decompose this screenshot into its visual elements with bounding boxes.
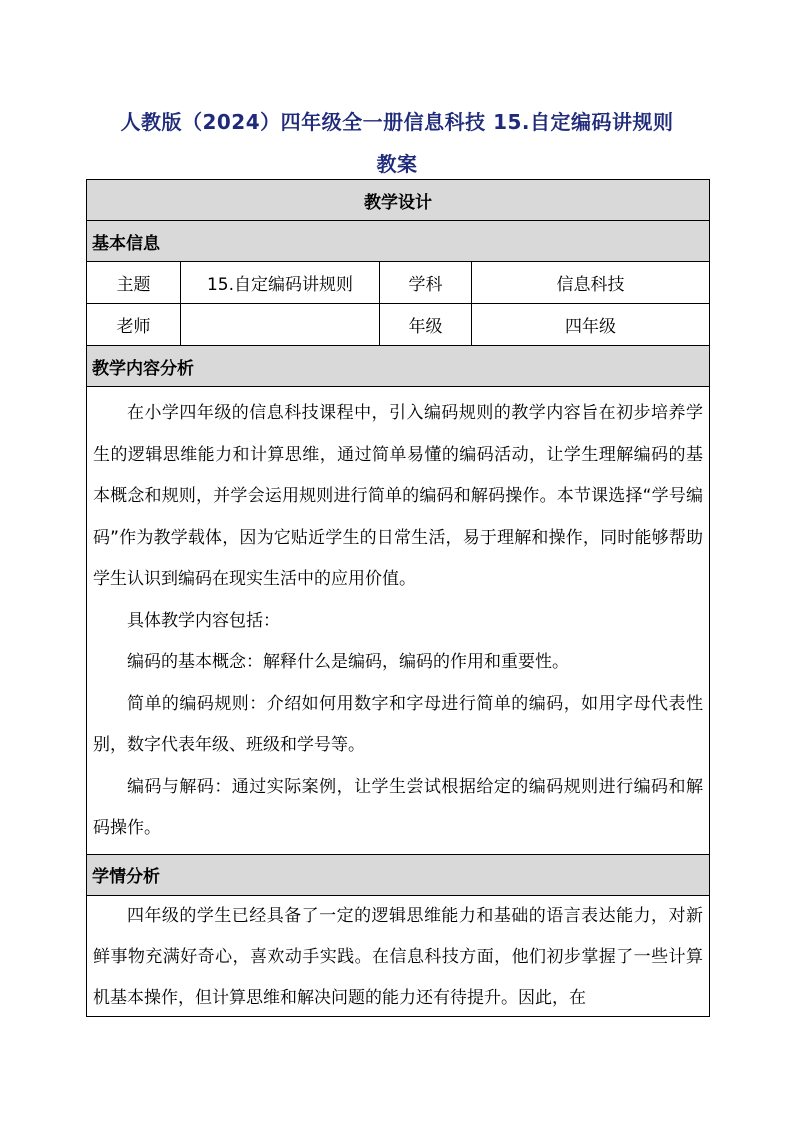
content-paragraph: 简单的编码规则：介绍如何用数字和字母进行简单的编码，如用字母代表性别，数字代表年级、班级和学号等。 (93, 693, 703, 755)
value-topic: 15.自定编码讲规则 (181, 262, 380, 304)
section-student-analysis: 学情分析 (87, 854, 710, 895)
value-teacher (181, 304, 380, 346)
label-subject: 学科 (380, 262, 472, 304)
section-basic-info: 基本信息 (87, 221, 710, 262)
student-paragraph: 四年级的学生已经具备了一定的逻辑思维能力和基础的语言表达能力，对新鲜事物充满好奇心，喜欢动手实践。在信息科技方面，他们初步掌握了一些计算机基本操作，但计算思维和解决问题的能力还有待提升。因此，在 (93, 905, 703, 1008)
value-subject: 信息科技 (472, 262, 710, 304)
student-analysis-body (87, 895, 710, 1016)
lesson-plan-table (86, 179, 710, 1017)
table-row (87, 304, 710, 346)
content-paragraph: 具体教学内容包括： (127, 610, 280, 631)
content-paragraph: 编码的基本概念：解释什么是编码，编码的作用和重要性。 (127, 652, 569, 672)
value-grade: 四年级 (472, 304, 710, 346)
label-teacher: 老师 (87, 304, 181, 346)
label-topic: 主题 (87, 262, 181, 304)
document-title-line2: 教案 (376, 152, 418, 176)
table-row (87, 262, 710, 304)
content-paragraph: 在小学四年级的信息科技课程中，引入编码规则的教学内容旨在初步培养学生的逻辑思维能力和计算思维，通过简单易懂的编码活动，让学生理解编码的基本概念和规则，并学会运用规则进行简单的编码和解码操作。本节课选择“学号编码”作为教学载体，因为它贴近学生的日常生活，易于理解和操作，同时能够帮助学生认识到编码在现实生活中的应用价值。 (93, 403, 703, 589)
document-title: 人教版（2024）四年级全一册信息科技 15.自定编码讲规则 (120, 110, 674, 134)
section-content-analysis: 教学内容分析 (87, 346, 710, 387)
content-paragraph: 编码与解码：通过实际案例，让学生尝试根据给定的编码规则进行编码和解码操作。 (93, 776, 703, 838)
table-header: 教学设计 (87, 180, 710, 221)
label-grade: 年级 (380, 304, 472, 346)
content-analysis-body (87, 387, 710, 855)
